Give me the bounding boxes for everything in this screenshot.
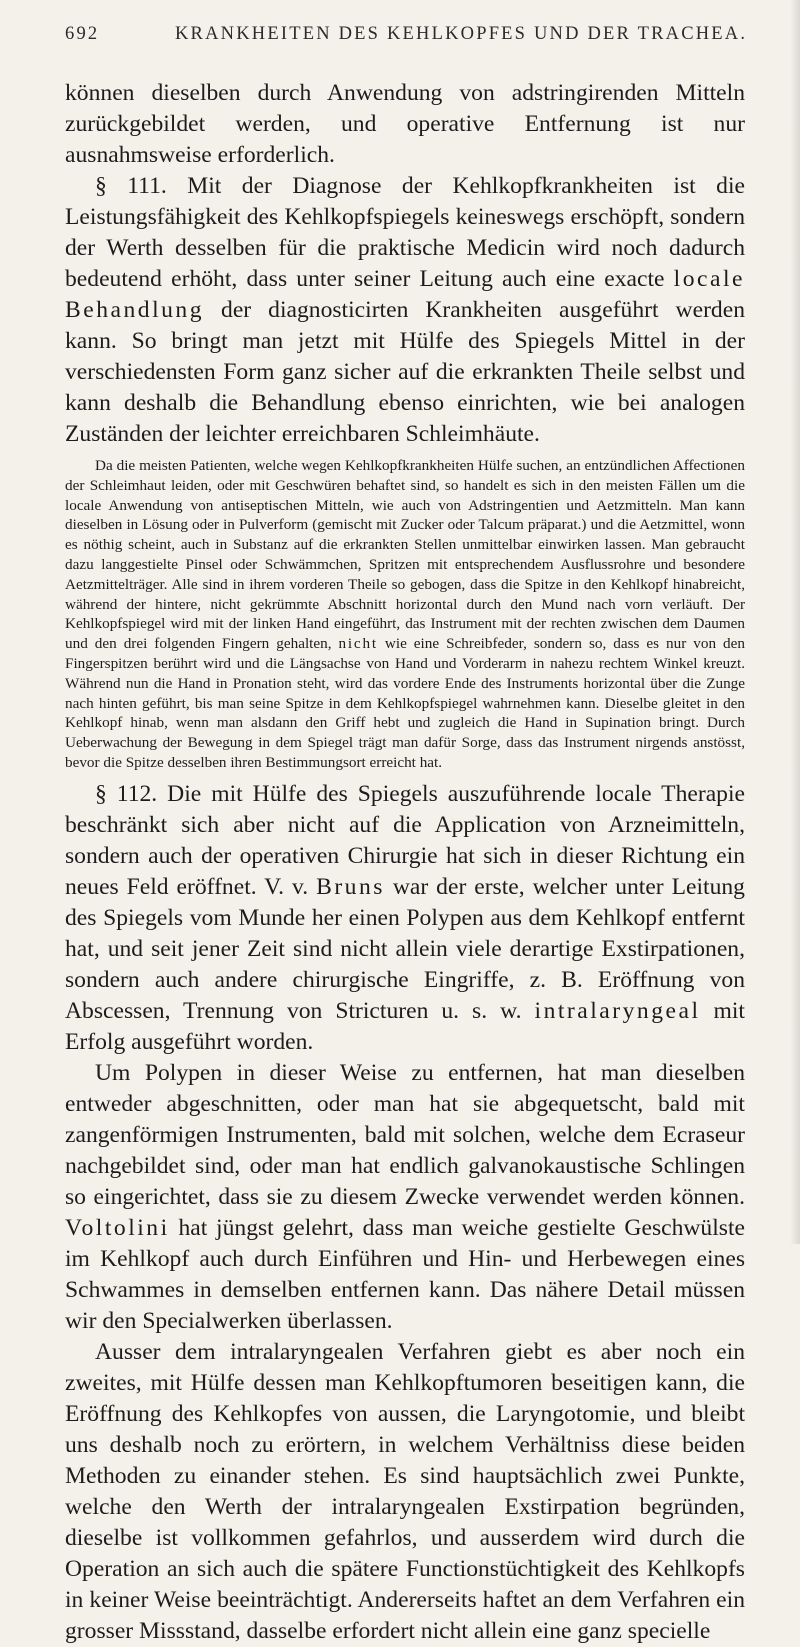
main-text <box>65 78 745 1647</box>
small-print-note <box>65 456 745 773</box>
emphasis-bruns: Bruns <box>316 873 385 900</box>
text-run: Da die meisten Patienten, welche wegen Kehlkopfkrankheiten Hülfe suchen, an entzündlichen Affectionen der Schleimhaut leiden, oder mit Geschwüren behaftet sind, so handelt es sich in den meisten Fällen um die locale Anwendung von antiseptischen Mitteln, wie auch von Adstringentien und Aetzmitteln. Man kann dieselben in Lösung oder in Pulverform (gemischt mit Zucker oder Talcum präparat.) und die Aetzmittel, wonn es nöthig scheint, auch in Substanz auf die erkrankten Stellen unmittelbar einwirken lassen. Man gebraucht dazu langgestielte Pinsel oder Schwämmchen, Spritzen mit entsprechendem Ausflussrohre und besondere Aetzmittelträger. Alle sind in ihrem vorderen Theile so gebogen, dass die Spitze in den Kehlkopf hinabreicht, während der hintere, nicht gekrümmte Abschnitt horizontal durch den Mund nach vorn verläuft. Der Kehlkopfspiegel wird mit der linken Hand eingeführt, das Instrument mit der rechten zwischen dem Daumen und den drei folgenden Fingern gehalten, <box>65 457 745 653</box>
text-run: war der erste, welcher unter Leitung des Spiegels vom Munde her einen Polypen aus dem Kehlkopf entfernt hat, und seit jener Zeit sind nicht allein viele derartige Exstirpationen, sondern auch andere chirurgische Eingriffe, z. B. Eröffnung von Abscessen, Trennung von Stricturen u. s. w. <box>65 873 745 1024</box>
text-run: hat jüngst gelehrt, dass man weiche gestielte Geschwülste im Kehlkopf auch durch Einführen und Hin- und Herbewegen eines Schwammes in demselben entfernen kann. Das nähere Detail müssen wir den Specialwerken überlassen. <box>65 1214 745 1334</box>
paragraph-section-111 <box>65 171 745 450</box>
text-run: Um Polypen in dieser Weise zu entfernen, hat man dieselben entweder abgeschnitten, oder man hat sie abgequetscht, bald mit zangenförmigen Instrumenten, bald mit solchen, welche dem Ecraseur nachgebildet sind, oder man hat endlich galvanokaustische Schlingen so eingerichtet, dass sie zu diesem Zwecke verwendet werden können. <box>65 1059 745 1210</box>
emphasis-voltolini: Voltolini <box>65 1214 170 1241</box>
paragraph-laryngotomie: Ausser dem intralaryngealen Verfahren giebt es aber noch ein zweites, mit Hülfe dessen man Kehlkopftumoren beseitigen kann, die Eröffnung des Kehlkopfes von aussen, die Laryngotomie, und bleibt uns deshalb noch zu erörtern, in welchem Verhältniss diese beiden Methoden zu einander stehen. Es sind hauptsächlich zwei Punkte, welche den Werth der intralaryngealen Exstirpation begründen, dieselbe ist vollkommen gefahrlos, und ausserdem wird durch die Operation an sich auch die spätere Functionstüchtigkeit des Kehlkopfs in keiner Weise beeinträchtigt. Andererseits haftet an dem Verfahren ein grosser Missstand, dasselbe erfordert nicht allein eine ganz specielle <box>65 1338 745 1644</box>
emphasis-locale-behandlung: locale Behandlung <box>65 266 745 323</box>
emphasis-nicht: nicht <box>338 635 378 653</box>
page-number: 692 <box>65 24 100 44</box>
running-header <box>65 24 748 50</box>
paragraph-polypen <box>65 1058 745 1337</box>
text-run: § 111. Mit der Diagnose der Kehlkopfkrankheiten ist die Leistungsfähigkeit des Kehlkopfspiegels keineswegs erschöpft, sondern der Werth desselben für die praktische Medicin wird noch dadurch bedeutend erhöht, dass unter seiner Leitung auch eine exacte <box>65 173 745 292</box>
text-run: wie eine Schreibfeder, sondern so, dass es nur von den Fingerspitzen berührt wird und die Längsachse von Hand und Vorderarm in nahezu rechtem Winkel kreuzt. Während nun die Hand in Pronation steht, wird das vordere Ende des Instruments horizontal über die Zunge nach hinten geführt, bis man seine Spitze in dem Kehlkopfspiegel wahrnehmen kann. Dieselbe gleitet in den Kehlkopf hinab, wenn man alsdann den Griff hebt und zugleich die Hand in Supination bringt. Durch Ueberwachung der Bewegung in dem Spiegel trägt man dafür Sorge, dass das Instrument nirgends anstösst, bevor die Spitze desselben ihren Bestimmungsort erreicht hat. <box>65 635 745 771</box>
paragraph-section-112 <box>65 779 745 1058</box>
paragraph-continuation: können dieselben durch Anwendung von adstringirenden Mitteln zurückgebildet werden, und operative Entfernung ist nur ausnahmsweise erforderlich. <box>65 80 745 168</box>
text-run: der diagnosticirten Krankheiten ausgeführt werden kann. So bringt man jetzt mit Hülfe des Spiegels Mittel in der verschiedensten Form ganz sicher auf die erkrankten Theile selbst und kann deshalb die Behandlung ebenso einrichten, wie bei analogen Zuständen der leichter erreichbaren Schleimhäute. <box>65 297 745 447</box>
running-title: KRANKHEITEN DES KEHLKOPFES UND DER TRACHEA. <box>175 24 748 44</box>
text-run: § 112. Die mit Hülfe des Spiegels auszuführende locale Therapie beschränkt sich aber nicht auf die Application von Arzneimitteln, sondern auch der operativen Chirurgie hat sich in dieser Richtung ein neues Feld eröffnet. V. v. <box>65 780 745 900</box>
page-edge-shadow <box>790 0 800 1244</box>
emphasis-intralaryngeal: intralaryngeal <box>534 997 701 1024</box>
text-run: mit Erfolg ausgeführt worden. <box>65 997 745 1055</box>
